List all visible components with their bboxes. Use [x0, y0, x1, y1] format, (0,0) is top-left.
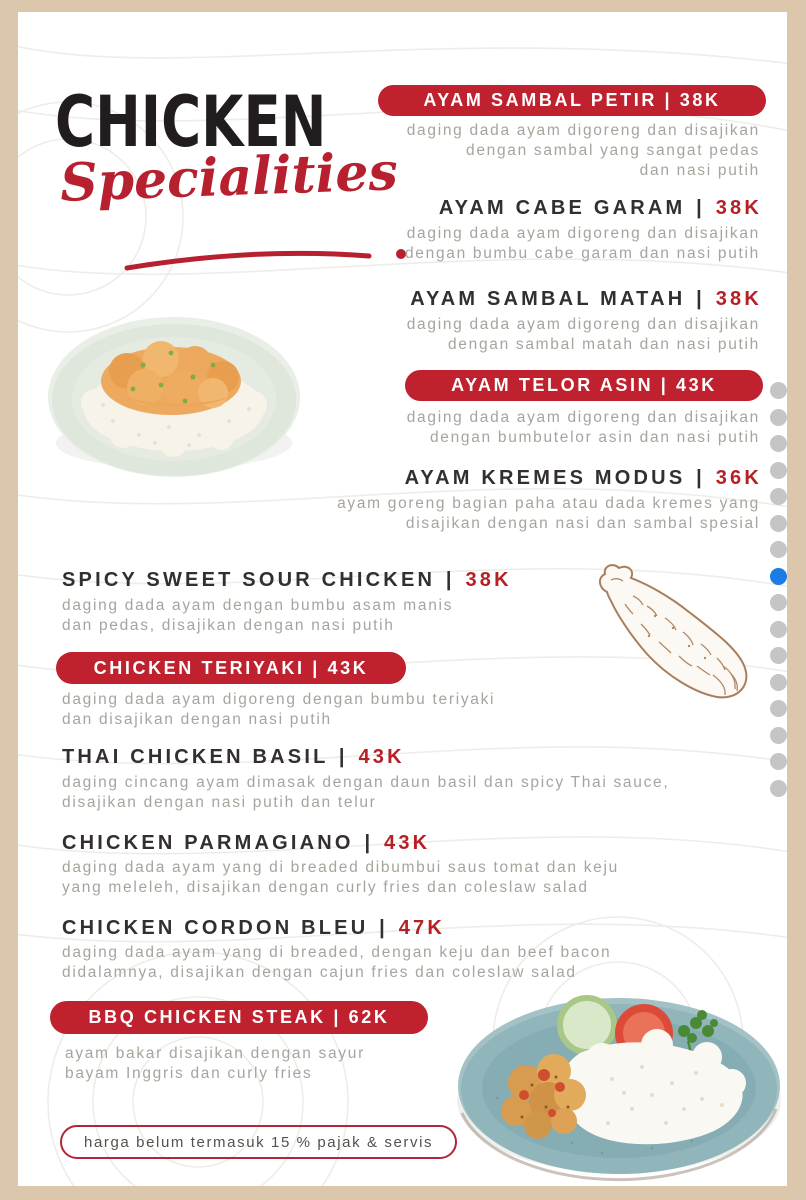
dot-indicator	[770, 753, 787, 770]
item-separator: |	[379, 917, 388, 939]
menu-item-chicken-teriyaki	[56, 652, 406, 684]
menu-item-thai-chicken-basil	[62, 745, 405, 769]
item-name: THAI CHICKEN BASIL	[62, 746, 329, 768]
dot-indicator	[770, 435, 787, 452]
item-name: CHICKEN CORDON BLEU	[62, 917, 369, 939]
menu-item-bbq-chicken-steak	[50, 1001, 428, 1034]
item-separator: |	[445, 569, 455, 591]
menu-item-ayam-cabe-garam	[439, 196, 762, 220]
item-price: 43K	[327, 657, 369, 678]
item-separator: |	[312, 657, 320, 678]
bottom-plate-image	[452, 983, 787, 1185]
item-description: daging dada ayam digoreng dan disajikan dengan sambal yang sangat pedas dan nasi putih	[406, 122, 760, 179]
dot-column	[770, 382, 787, 797]
menu-item-ayam-kremes-modus	[405, 466, 762, 490]
item-price: 36K	[715, 467, 762, 489]
item-name: AYAM CABE GARAM	[438, 197, 686, 219]
item-name: AYAM TELOR ASIN	[451, 375, 654, 395]
dot-indicator-active	[770, 568, 787, 585]
menu-item-spicy-sweet-sour-chicken	[62, 568, 512, 592]
item-name: BBQ CHICKEN STEAK	[88, 1007, 326, 1027]
dot-indicator	[770, 727, 787, 744]
item-name: CHICKEN TERIYAKI	[93, 657, 305, 678]
item-price: 43K	[384, 832, 431, 854]
item-name: CHICKEN PARMAGIANO	[62, 832, 354, 854]
dot-indicator	[770, 674, 787, 691]
page-subtitle: Specialities	[59, 141, 399, 214]
item-description: daging dada ayam digoreng dengan bumbu teriyaki dan disajikan dengan nasi putih	[62, 691, 496, 728]
page-title: CHICKEN	[55, 81, 327, 163]
item-separator: |	[338, 746, 348, 768]
item-name: SPICY SWEET SOUR CHICKEN	[62, 569, 436, 591]
dot-indicator	[770, 647, 787, 664]
item-separator: |	[696, 467, 705, 489]
item-separator: |	[333, 1007, 342, 1027]
item-price: 38K	[465, 569, 512, 591]
dot-indicator	[770, 488, 787, 505]
item-description: daging dada ayam digoreng dan disajikan dengan bumbu cabe garam dan nasi putih	[404, 225, 760, 262]
item-price: 43K	[676, 375, 717, 395]
dot-indicator	[770, 594, 787, 611]
footer-note: harga belum termasuk 15 % pajak & servis	[60, 1125, 457, 1159]
dot-indicator	[770, 462, 787, 479]
item-separator: |	[664, 90, 673, 110]
item-separator: |	[660, 375, 669, 395]
item-price: 38K	[715, 288, 762, 310]
item-separator: |	[364, 832, 374, 854]
drumstick-sketch-image	[585, 558, 765, 708]
item-price: 38K	[715, 197, 762, 219]
item-separator: |	[696, 288, 705, 310]
dot-indicator	[770, 621, 787, 638]
item-name: AYAM SAMBAL MATAH	[410, 288, 686, 310]
menu-item-ayam-telor-asin	[405, 370, 763, 401]
item-price: 47K	[398, 917, 445, 939]
item-price: 62K	[348, 1007, 390, 1027]
item-description: ayam bakar disajikan dengan sayur bayam Inggris dan curly fries	[65, 1045, 365, 1082]
menu-item-chicken-cordon-bleu	[62, 916, 445, 940]
dot-indicator	[770, 700, 787, 717]
item-price: 43K	[358, 746, 405, 768]
dot-indicator	[770, 382, 787, 399]
item-description: daging dada ayam dengan bumbu asam manis dan pedas, disajikan dengan nasi putih	[62, 597, 454, 634]
menu-item-chicken-parmagiano	[62, 831, 430, 855]
subtitle-underline-swoosh	[123, 246, 413, 272]
item-description: daging cincang ayam dimasak dengan daun basil dan spicy Thai sauce, disajikan dengan nasi putih dan telur	[62, 774, 670, 811]
dot-indicator	[770, 409, 787, 426]
item-name: AYAM KREMES MODUS	[404, 467, 686, 489]
item-description: daging dada ayam yang di breaded dibumbui saus tomat dan keju yang meleleh, disajikan dengan curly fries dan coleslaw salad	[62, 859, 619, 896]
item-description: daging dada ayam digoreng dan disajikan dengan sambal matah dan nasi putih	[406, 316, 760, 353]
title-block	[55, 81, 399, 214]
item-description: ayam goreng bagian paha atau dada kremes yang disajikan dengan nasi dan sambal spesial	[337, 495, 760, 532]
dot-indicator	[770, 780, 787, 797]
menu-item-ayam-sambal-petir	[378, 85, 766, 116]
item-description: daging dada ayam yang di breaded, dengan keju dan beef bacon didalamnya, disajikan dengan cajun fries dan coleslaw salad	[62, 944, 612, 981]
item-price: 38K	[679, 90, 721, 110]
menu-item-ayam-sambal-matah	[410, 287, 762, 311]
item-separator: |	[696, 197, 705, 219]
top-plate-image	[43, 293, 305, 485]
item-description: daging dada ayam digoreng dan disajikan dengan bumbutelor asin dan nasi putih	[406, 409, 760, 446]
dot-indicator	[770, 515, 787, 532]
dot-indicator	[770, 541, 787, 558]
item-name: AYAM SAMBAL PETIR	[423, 90, 657, 110]
